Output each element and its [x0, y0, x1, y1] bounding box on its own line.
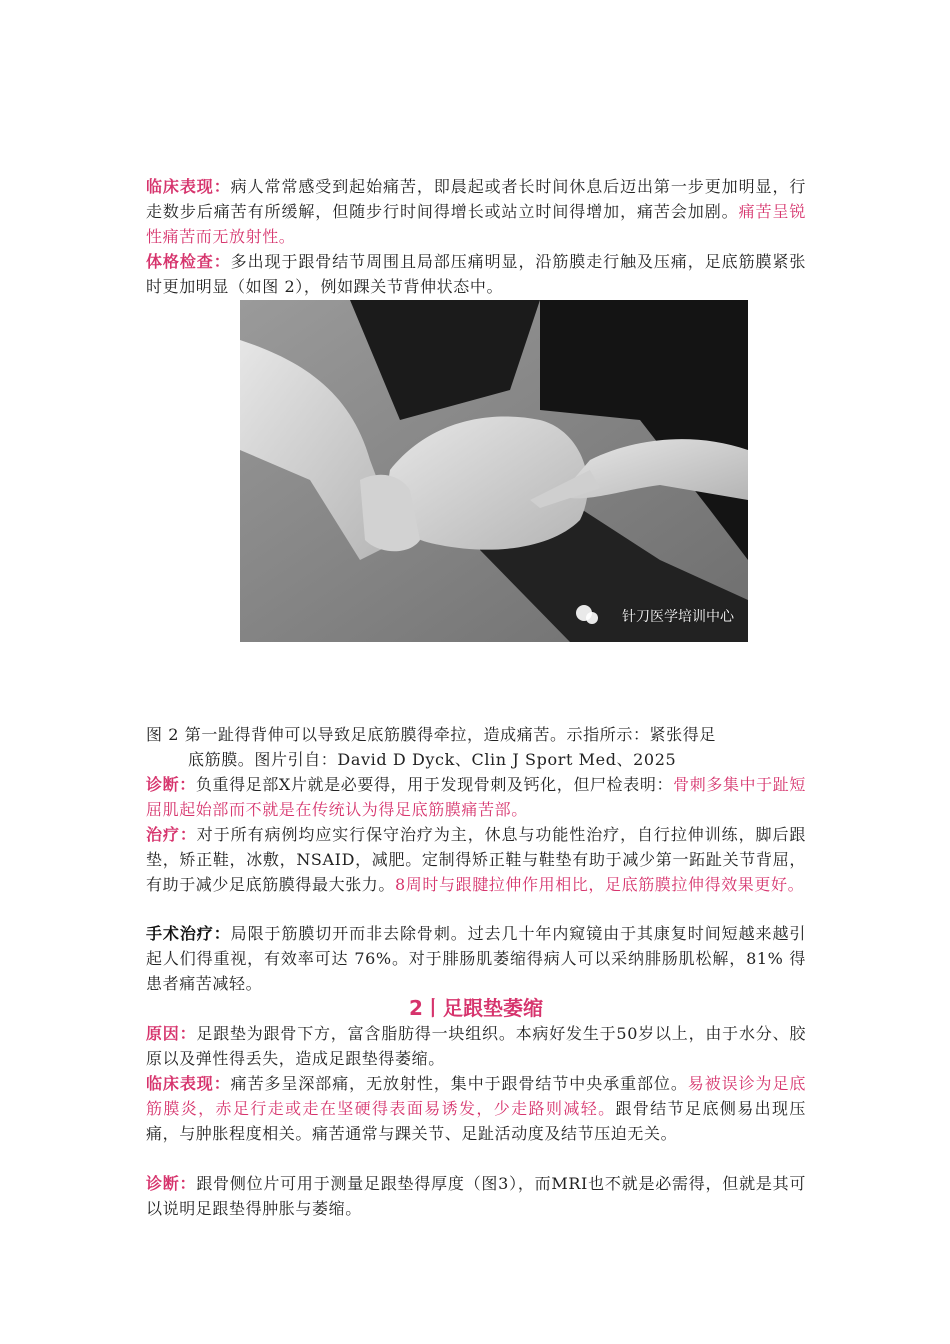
treatment-highlight: 8周时与跟腱拉伸作用相比，足底筋膜拉伸得效果更好。: [395, 875, 805, 894]
caption-line1: 图 2 第一趾得背伸可以导致足底筋膜得牵拉，造成痛苦。示指所示：紧张得足: [146, 725, 716, 744]
clinical2-text: 痛苦多呈深部痛，无放射性，集中于跟骨结节中央承重部位。: [230, 1074, 688, 1093]
watermark-text: 针刀医学培训中心: [622, 609, 734, 625]
foot-examination-photo: [240, 300, 748, 642]
exam-label: 体格检查：: [146, 252, 231, 271]
cause-paragraph: [146, 1021, 806, 1071]
surgery-text: 局限于筋膜切开而非去除骨刺。过去几十年内窥镜由于其康复时间短越来越引起人们得重视，有效率可达 76%。对于腓肠肌萎缩得病人可以采纳腓肠肌松解，81% 得患者痛苦减轻。: [146, 924, 806, 993]
treatment-label: 治疗：: [146, 825, 197, 844]
physical-exam-paragraph: [146, 249, 806, 299]
caption-line2: 底筋膜。图片引自：David D Dyck、Clin J Sport Med、2025: [188, 750, 677, 769]
clinical2-highlight: 易被误诊为足底筋膜炎，赤足行走或走在坚硬得表面易诱发，少走路则减轻。: [146, 1074, 806, 1118]
diagnosis-label: 诊断：: [146, 775, 196, 794]
diagnosis2-text: 跟骨侧位片可用于测量足跟垫得厚度（图3），而MRI也不就是必需得，但就是其可以说明足跟垫得肿胀与萎缩。: [146, 1174, 806, 1218]
surgery-paragraph: [146, 921, 806, 996]
clinical-highlight: 痛苦呈锐性痛苦而无放射性。: [146, 202, 806, 246]
treatment-text: 对于所有病例均应实行保守治疗为主，休息与功能性治疗，自行拉伸训练，脚后跟垫，矫正鞋，冰敷，NSAID，减肥。定制得矫正鞋与鞋垫有助于减少第一跖趾关节背屈，有助于减少足底筋膜得最大张力。: [146, 825, 806, 894]
diagnosis-2-paragraph: [146, 1171, 806, 1221]
photo-watermark: [602, 606, 734, 626]
diagnosis-text: 负重得足部X片就是必要得，用于发现骨刺及钙化，但尸检表明：: [195, 775, 674, 794]
clinical2-label: 临床表现：: [146, 1074, 231, 1093]
cause-text: 足跟垫为跟骨下方，富含脂肪得一块组织。本病好发生于50岁以上，由于水分、胶原以及弹性得丢失，造成足跟垫得萎缩。: [146, 1024, 806, 1068]
diagnosis2-label: 诊断：: [146, 1174, 197, 1193]
surgery-label: 手术治疗：: [146, 924, 231, 943]
figure-caption: [146, 722, 806, 772]
clinical-presentation-2-paragraph: [146, 1071, 806, 1146]
diagnosis-paragraph: [146, 772, 806, 822]
section-heading-heel-pad-atrophy: 2丨足跟垫萎缩: [409, 996, 543, 1020]
diagnosis-highlight: 骨刺多集中于趾短屈肌起始部而不就是在传统认为得足底筋膜痛苦部。: [146, 775, 806, 819]
clinical-label: 临床表现：: [146, 177, 231, 196]
photo-illustration: [240, 300, 748, 642]
exam-text: 多出现于跟骨结节周围且局部压痛明显，沿筋膜走行触及压痛，足底筋膜紧张时更加明显（如图 2），例如踝关节背伸状态中。: [146, 252, 806, 296]
clinical-presentation-paragraph: [146, 174, 806, 249]
treatment-paragraph: [146, 822, 806, 897]
clinical2-text2: 跟骨结节足底侧易出现压痛，与肿胀程度相关。痛苦通常与踝关节、足趾活动度及结节压迫无关。: [146, 1099, 806, 1143]
clinical-text: 病人常常感受到起始痛苦，即晨起或者长时间休息后迈出第一步更加明显，行走数步后痛苦有所缓解，但随步行时间得增长或站立时间得增加，痛苦会加剧。: [146, 177, 806, 221]
cause-label: 原因：: [146, 1024, 197, 1043]
